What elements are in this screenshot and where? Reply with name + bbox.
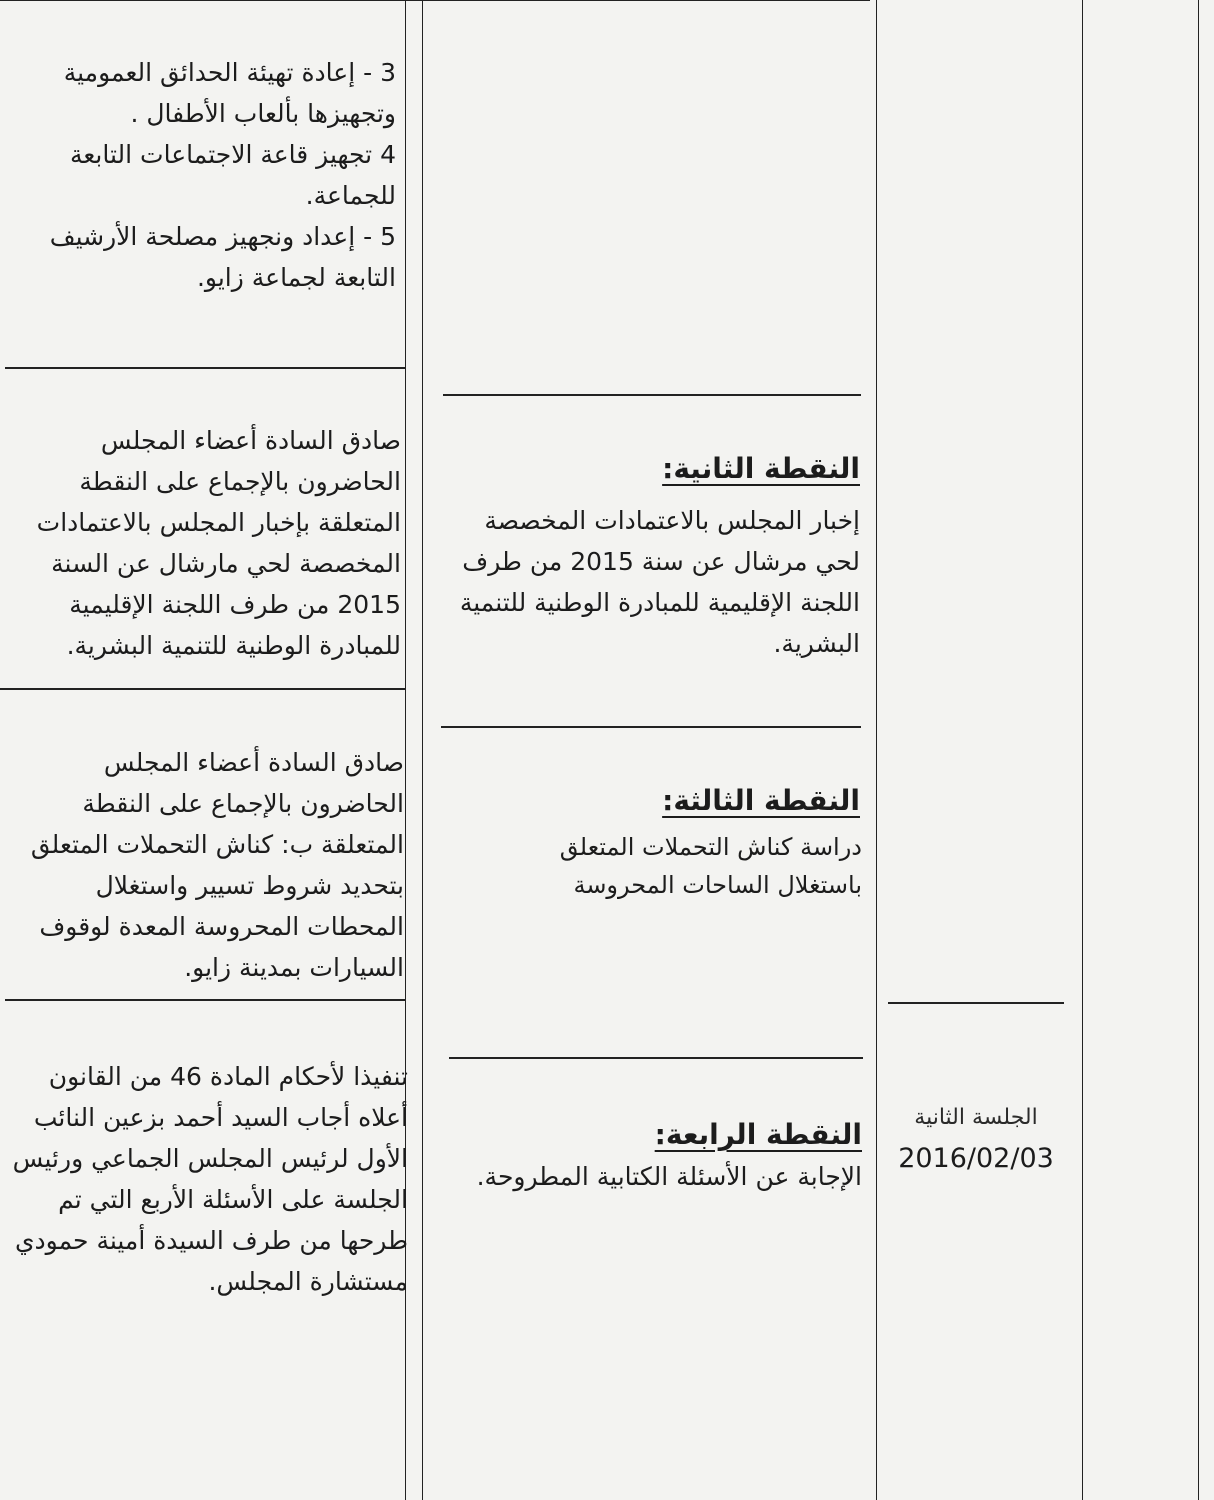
column-border-3 (876, 0, 877, 1500)
agenda-line: لحي مرشال عن سنة 2015 من طرف (462, 547, 860, 576)
decision-line: 3 - إعادة تهيئة الحدائق العمومية (63, 58, 396, 87)
point-4-text (442, 1156, 862, 1197)
decision-line: السيارات بمدينة زايو. (184, 953, 404, 982)
point-3-text (532, 828, 862, 904)
decision-line: الأول لرئيس المجلس الجماعي ورئيس (12, 1144, 408, 1173)
agenda-line: دراسة كناش التحملات المتعلق (559, 833, 862, 861)
decision-block-4 (2, 1056, 408, 1302)
column-border-2 (422, 0, 423, 1500)
point-2-text (442, 500, 860, 664)
session-label: الجلسة الثانية (914, 1105, 1038, 1130)
row-separator (5, 999, 405, 1001)
agenda-line: باستغلال الساحات المحروسة (573, 871, 862, 899)
agenda-line: الإجابة عن الأسئلة الكتابية المطروحة. (476, 1162, 862, 1191)
column-border-5 (1198, 0, 1199, 1500)
row-separator (0, 688, 405, 690)
agenda-line: اللجنة الإقليمية للمبادرة الوطنية للتنمية (459, 588, 860, 617)
decision-line: 5 - إعداد ونجهيز مصلحة الأرشيف (49, 222, 396, 251)
decision-block-1 (6, 52, 396, 298)
top-border (0, 0, 870, 1)
point-3-heading: النقطة الثالثة: (662, 784, 860, 817)
row-separator (441, 726, 861, 728)
decision-line: 4 تجهيز قاعة الاجتماعات التابعة (69, 140, 396, 169)
decision-line: الجلسة على الأسئلة الأربع التي تم (58, 1185, 408, 1214)
point-2-heading: النقطة الثانية: (662, 452, 860, 485)
row-separator (443, 394, 861, 396)
decision-line: المخصصة لحي مارشال عن السنة (51, 549, 401, 578)
session-cell (886, 1098, 1066, 1180)
agenda-line: إخبار المجلس بالاعتمادات المخصصة (484, 506, 860, 535)
decision-line: تنفيذا لأحكام المادة 46 من القانون (48, 1062, 408, 1091)
point-4-heading: النقطة الرابعة: (654, 1118, 862, 1151)
decision-line: المتعلقة بإخبار المجلس بالاعتمادات (36, 508, 401, 537)
decision-line: صادق السادة أعضاء المجلس (100, 426, 401, 455)
decision-line: صادق السادة أعضاء المجلس (103, 748, 404, 777)
decision-line: المحطات المحروسة المعدة لوقوف (39, 912, 404, 941)
decision-line: طرحها من طرف السيدة أمينة حمودي (14, 1226, 408, 1255)
row-separator (888, 1002, 1064, 1004)
decision-line: 2015 من طرف اللجنة الإقليمية (69, 590, 401, 619)
decision-line: التابعة لجماعة زايو. (196, 263, 396, 292)
row-separator (449, 1057, 863, 1059)
decision-line: بتحديد شروط تسيير واستغلال (95, 871, 404, 900)
decision-block-3 (12, 742, 404, 988)
decision-line: للجماعة. (305, 181, 396, 210)
decision-line: الحاضرون بالإجماع على النقطة (82, 789, 404, 818)
decision-line: للمبادرة الوطنية للتنمية البشرية. (66, 631, 401, 660)
decision-line: وتجهيزها بألعاب الأطفال . (130, 99, 396, 128)
row-separator (5, 367, 405, 369)
session-date: 2016/02/03 (898, 1143, 1054, 1174)
column-border-4 (1082, 0, 1083, 1500)
decision-line: مستشارة المجلس. (208, 1267, 408, 1296)
decision-block-2 (16, 420, 401, 666)
decision-line: المتعلقة ب: كناش التحملات المتعلق (30, 830, 404, 859)
decision-line: أعلاه أجاب السيد أحمد بزعين النائب (33, 1103, 408, 1132)
decision-line: الحاضرون بالإجماع على النقطة (79, 467, 401, 496)
agenda-line: البشرية. (773, 629, 860, 658)
